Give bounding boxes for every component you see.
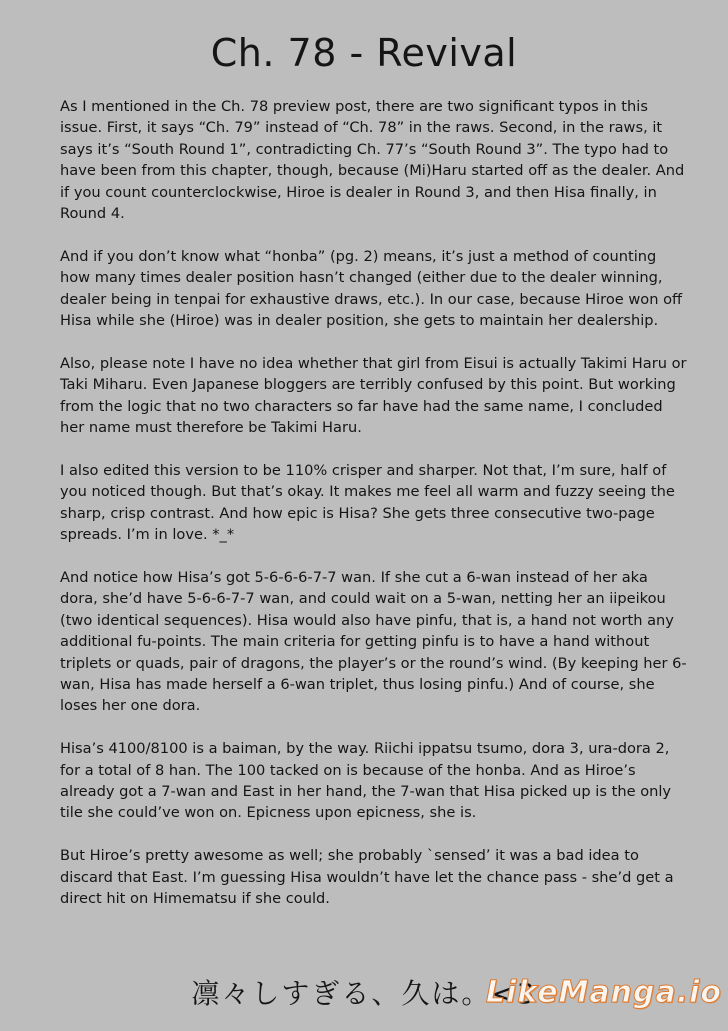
site-watermark: LikeManga.io (485, 975, 722, 1010)
note-body (60, 96, 690, 931)
page-title: Ch. 78 - Revival (210, 31, 518, 75)
paragraph-hiroe: But Hiroe’s pretty awesome as well; she probably `sensed’ it was a bad idea to discard that East. I’m guessing Hisa wouldn’t have let the chance pass - she’d get a direct hit on Himematsu if she could. (60, 847, 674, 907)
paragraph-honba: And if you don’t know what “honba” (pg. 2) means, it’s just a method of counting how many times dealer position hasn’t changed (either due to the dealer winning, dealer being in tenpai for exhaustive draws, etc.). In our case, because Hiroe won off Hisa while she (Hiroe) was in dealer position, she gets to maintain her dealership. (60, 247, 683, 330)
paragraph-editing: I also edited this version to be 110% crisper and sharper. Not that, I’m sure, half of you noticed though. But that’s okay. It makes me feel all warm and fuzzy seeing the sharp, crisp contrast. And how epic is Hisa? She gets three consecutive two-page spreads. I’m in love. *_* (60, 461, 675, 544)
paragraph-baiman: Hisa’s 4100/8100 is a baiman, by the way. Riichi ippatsu tsumo, dora 3, ura-dora 2, for a total of 8 han. The 100 tacked on is because of the honba. And as Hiroe’s already got a 7-wan and East in her hand, the 7-wan that Hisa picked up is the only tile she could’ve won on. Epicness upon epicness, she is. (60, 740, 672, 822)
paragraph-typos: As I mentioned in the Ch. 78 preview post, there are two significant typos in this issue. First, it says “Ch. 79” instead of “Ch. 78” in the raws. Second, in the raws, it says it’s “South Round 1”, contradicting Ch. 77’s “South Round 3”. The typo had to have been from this chapter, though, because (Mi)Haru started off as the dealer. And if you count counterclockwise, Hiroe is dealer in Round 3, and then Hisa finally, in Round 4. (60, 98, 685, 223)
paragraph-name: Also, please note I have no idea whether that girl from Eisui is actually Takimi Haru or Taki Miharu. Even Japanese bloggers are terribly confused by this point. But working from the logic that no two characters so far have had the same name, I concluded her name must therefore be Takimi Haru. (60, 354, 687, 437)
japanese-footer: 凛々しすぎる、久は。<3 (191, 977, 537, 1010)
paragraph-hand: And notice how Hisa’s got 5-6-6-6-7-7 wan. If she cut a 6-wan instead of her aka dora, she’d have 5-6-6-7-7 wan, and could wait on a 5-wan, netting her an iipeikou (two identical sequences). Hisa would also have pinfu, that is, a hand not worth any additional fu-points. The main criteria for getting pinfu is to have a hand without triplets or quads, pair of dragons, the player’s or the round’s wind. (By keeping her 6-wan, Hisa has made herself a 6-wan triplet, thus losing pinfu.) And of course, she loses her one dora. (60, 568, 687, 715)
